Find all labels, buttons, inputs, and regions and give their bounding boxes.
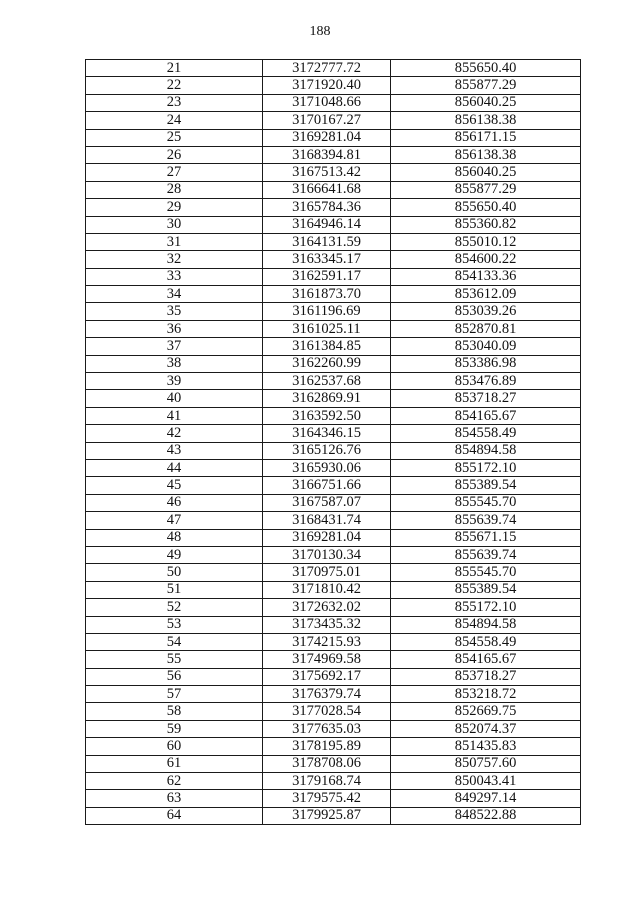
y-coordinate-cell: 853386.98 bbox=[391, 355, 581, 372]
point-number-cell: 36 bbox=[86, 320, 263, 337]
x-coordinate-cell: 3170167.27 bbox=[263, 112, 391, 129]
x-coordinate-cell: 3167513.42 bbox=[263, 164, 391, 181]
point-number-cell: 49 bbox=[86, 546, 263, 563]
point-number-cell: 46 bbox=[86, 494, 263, 511]
point-number-cell: 52 bbox=[86, 599, 263, 616]
point-number-cell: 27 bbox=[86, 164, 263, 181]
y-coordinate-cell: 856138.38 bbox=[391, 146, 581, 163]
x-coordinate-cell: 3179168.74 bbox=[263, 773, 391, 790]
point-number-cell: 56 bbox=[86, 668, 263, 685]
point-number-cell: 47 bbox=[86, 512, 263, 529]
table-row bbox=[86, 546, 581, 563]
point-number-cell: 43 bbox=[86, 442, 263, 459]
point-number-cell: 42 bbox=[86, 425, 263, 442]
x-coordinate-cell: 3172777.72 bbox=[263, 60, 391, 77]
table-row bbox=[86, 94, 581, 111]
point-number-cell: 39 bbox=[86, 373, 263, 390]
table-row bbox=[86, 599, 581, 616]
table-row bbox=[86, 199, 581, 216]
y-coordinate-cell: 854165.67 bbox=[391, 407, 581, 424]
y-coordinate-cell: 850757.60 bbox=[391, 755, 581, 772]
table-row bbox=[86, 303, 581, 320]
y-coordinate-cell: 854894.58 bbox=[391, 442, 581, 459]
point-number-cell: 58 bbox=[86, 703, 263, 720]
table-row bbox=[86, 407, 581, 424]
point-number-cell: 30 bbox=[86, 216, 263, 233]
table-row bbox=[86, 112, 581, 129]
table-row bbox=[86, 703, 581, 720]
x-coordinate-cell: 3177635.03 bbox=[263, 720, 391, 737]
y-coordinate-cell: 855360.82 bbox=[391, 216, 581, 233]
x-coordinate-cell: 3171048.66 bbox=[263, 94, 391, 111]
table-row bbox=[86, 512, 581, 529]
y-coordinate-cell: 853718.27 bbox=[391, 390, 581, 407]
point-number-cell: 23 bbox=[86, 94, 263, 111]
y-coordinate-cell: 856040.25 bbox=[391, 94, 581, 111]
x-coordinate-cell: 3178195.89 bbox=[263, 738, 391, 755]
table-row bbox=[86, 459, 581, 476]
table-row bbox=[86, 529, 581, 546]
x-coordinate-cell: 3171810.42 bbox=[263, 581, 391, 598]
point-number-cell: 38 bbox=[86, 355, 263, 372]
y-coordinate-cell: 852870.81 bbox=[391, 320, 581, 337]
x-coordinate-cell: 3169281.04 bbox=[263, 129, 391, 146]
x-coordinate-cell: 3170975.01 bbox=[263, 564, 391, 581]
table-row bbox=[86, 686, 581, 703]
table-row bbox=[86, 77, 581, 94]
point-number-cell: 31 bbox=[86, 233, 263, 250]
y-coordinate-cell: 855650.40 bbox=[391, 199, 581, 216]
y-coordinate-cell: 852669.75 bbox=[391, 703, 581, 720]
table-row bbox=[86, 581, 581, 598]
point-number-cell: 62 bbox=[86, 773, 263, 790]
x-coordinate-cell: 3164346.15 bbox=[263, 425, 391, 442]
x-coordinate-cell: 3165126.76 bbox=[263, 442, 391, 459]
table-row bbox=[86, 494, 581, 511]
table-row bbox=[86, 790, 581, 807]
y-coordinate-cell: 855650.40 bbox=[391, 60, 581, 77]
y-coordinate-cell: 851435.83 bbox=[391, 738, 581, 755]
table-row bbox=[86, 373, 581, 390]
y-coordinate-cell: 854165.67 bbox=[391, 651, 581, 668]
point-number-cell: 37 bbox=[86, 338, 263, 355]
table-row bbox=[86, 268, 581, 285]
table-row bbox=[86, 738, 581, 755]
y-coordinate-cell: 850043.41 bbox=[391, 773, 581, 790]
y-coordinate-cell: 855172.10 bbox=[391, 599, 581, 616]
x-coordinate-cell: 3179925.87 bbox=[263, 807, 391, 824]
y-coordinate-cell: 852074.37 bbox=[391, 720, 581, 737]
x-coordinate-cell: 3168394.81 bbox=[263, 146, 391, 163]
point-number-cell: 29 bbox=[86, 199, 263, 216]
table-row bbox=[86, 564, 581, 581]
x-coordinate-cell: 3164131.59 bbox=[263, 233, 391, 250]
point-number-cell: 44 bbox=[86, 459, 263, 476]
table-row bbox=[86, 216, 581, 233]
x-coordinate-cell: 3171920.40 bbox=[263, 77, 391, 94]
table-row bbox=[86, 129, 581, 146]
x-coordinate-cell: 3176379.74 bbox=[263, 686, 391, 703]
y-coordinate-cell: 854558.49 bbox=[391, 425, 581, 442]
y-coordinate-cell: 854558.49 bbox=[391, 633, 581, 650]
coordinates-table bbox=[85, 59, 581, 825]
page-number: 188 bbox=[309, 24, 331, 39]
x-coordinate-cell: 3161384.85 bbox=[263, 338, 391, 355]
point-number-cell: 55 bbox=[86, 651, 263, 668]
table-row bbox=[86, 60, 581, 77]
y-coordinate-cell: 854133.36 bbox=[391, 268, 581, 285]
y-coordinate-cell: 854894.58 bbox=[391, 616, 581, 633]
x-coordinate-cell: 3175692.17 bbox=[263, 668, 391, 685]
x-coordinate-cell: 3172632.02 bbox=[263, 599, 391, 616]
x-coordinate-cell: 3163592.50 bbox=[263, 407, 391, 424]
table-row bbox=[86, 773, 581, 790]
point-number-cell: 63 bbox=[86, 790, 263, 807]
x-coordinate-cell: 3162537.68 bbox=[263, 373, 391, 390]
point-number-cell: 40 bbox=[86, 390, 263, 407]
point-number-cell: 48 bbox=[86, 529, 263, 546]
x-coordinate-cell: 3165930.06 bbox=[263, 459, 391, 476]
x-coordinate-cell: 3178708.06 bbox=[263, 755, 391, 772]
table-row bbox=[86, 233, 581, 250]
table-row bbox=[86, 755, 581, 772]
y-coordinate-cell: 853718.27 bbox=[391, 668, 581, 685]
table-row bbox=[86, 616, 581, 633]
point-number-cell: 51 bbox=[86, 581, 263, 598]
y-coordinate-cell: 853040.09 bbox=[391, 338, 581, 355]
x-coordinate-cell: 3161025.11 bbox=[263, 320, 391, 337]
x-coordinate-cell: 3167587.07 bbox=[263, 494, 391, 511]
x-coordinate-cell: 3164946.14 bbox=[263, 216, 391, 233]
point-number-cell: 53 bbox=[86, 616, 263, 633]
table-row bbox=[86, 338, 581, 355]
point-number-cell: 61 bbox=[86, 755, 263, 772]
x-coordinate-cell: 3179575.42 bbox=[263, 790, 391, 807]
x-coordinate-cell: 3162591.17 bbox=[263, 268, 391, 285]
point-number-cell: 28 bbox=[86, 181, 263, 198]
x-coordinate-cell: 3170130.34 bbox=[263, 546, 391, 563]
x-coordinate-cell: 3163345.17 bbox=[263, 251, 391, 268]
point-number-cell: 22 bbox=[86, 77, 263, 94]
y-coordinate-cell: 855545.70 bbox=[391, 564, 581, 581]
table-row bbox=[86, 477, 581, 494]
point-number-cell: 34 bbox=[86, 286, 263, 303]
x-coordinate-cell: 3177028.54 bbox=[263, 703, 391, 720]
coordinates-table-body bbox=[86, 60, 581, 825]
point-number-cell: 26 bbox=[86, 146, 263, 163]
point-number-cell: 25 bbox=[86, 129, 263, 146]
point-number-cell: 32 bbox=[86, 251, 263, 268]
point-number-cell: 21 bbox=[86, 60, 263, 77]
point-number-cell: 50 bbox=[86, 564, 263, 581]
y-coordinate-cell: 855877.29 bbox=[391, 181, 581, 198]
point-number-cell: 54 bbox=[86, 633, 263, 650]
y-coordinate-cell: 855172.10 bbox=[391, 459, 581, 476]
y-coordinate-cell: 853218.72 bbox=[391, 686, 581, 703]
table-row bbox=[86, 251, 581, 268]
point-number-cell: 45 bbox=[86, 477, 263, 494]
table-row bbox=[86, 146, 581, 163]
y-coordinate-cell: 853612.09 bbox=[391, 286, 581, 303]
y-coordinate-cell: 855639.74 bbox=[391, 512, 581, 529]
table-row bbox=[86, 720, 581, 737]
y-coordinate-cell: 849297.14 bbox=[391, 790, 581, 807]
y-coordinate-cell: 853476.89 bbox=[391, 373, 581, 390]
point-number-cell: 59 bbox=[86, 720, 263, 737]
point-number-cell: 24 bbox=[86, 112, 263, 129]
point-number-cell: 64 bbox=[86, 807, 263, 824]
y-coordinate-cell: 853039.26 bbox=[391, 303, 581, 320]
y-coordinate-cell: 856171.15 bbox=[391, 129, 581, 146]
x-coordinate-cell: 3174969.58 bbox=[263, 651, 391, 668]
table-row bbox=[86, 390, 581, 407]
y-coordinate-cell: 854600.22 bbox=[391, 251, 581, 268]
table-row bbox=[86, 633, 581, 650]
x-coordinate-cell: 3161873.70 bbox=[263, 286, 391, 303]
table-row bbox=[86, 807, 581, 824]
y-coordinate-cell: 855389.54 bbox=[391, 477, 581, 494]
y-coordinate-cell: 855639.74 bbox=[391, 546, 581, 563]
x-coordinate-cell: 3165784.36 bbox=[263, 199, 391, 216]
y-coordinate-cell: 848522.88 bbox=[391, 807, 581, 824]
x-coordinate-cell: 3166751.66 bbox=[263, 477, 391, 494]
x-coordinate-cell: 3166641.68 bbox=[263, 181, 391, 198]
y-coordinate-cell: 855671.15 bbox=[391, 529, 581, 546]
x-coordinate-cell: 3162869.91 bbox=[263, 390, 391, 407]
table-row bbox=[86, 355, 581, 372]
x-coordinate-cell: 3161196.69 bbox=[263, 303, 391, 320]
y-coordinate-cell: 855389.54 bbox=[391, 581, 581, 598]
x-coordinate-cell: 3173435.32 bbox=[263, 616, 391, 633]
y-coordinate-cell: 856138.38 bbox=[391, 112, 581, 129]
x-coordinate-cell: 3174215.93 bbox=[263, 633, 391, 650]
x-coordinate-cell: 3168431.74 bbox=[263, 512, 391, 529]
table-row bbox=[86, 320, 581, 337]
table-row bbox=[86, 181, 581, 198]
point-number-cell: 33 bbox=[86, 268, 263, 285]
x-coordinate-cell: 3162260.99 bbox=[263, 355, 391, 372]
y-coordinate-cell: 855010.12 bbox=[391, 233, 581, 250]
table-row bbox=[86, 651, 581, 668]
table-row bbox=[86, 425, 581, 442]
point-number-cell: 60 bbox=[86, 738, 263, 755]
table-row bbox=[86, 286, 581, 303]
y-coordinate-cell: 855545.70 bbox=[391, 494, 581, 511]
table-row bbox=[86, 442, 581, 459]
point-number-cell: 57 bbox=[86, 686, 263, 703]
x-coordinate-cell: 3169281.04 bbox=[263, 529, 391, 546]
point-number-cell: 35 bbox=[86, 303, 263, 320]
y-coordinate-cell: 855877.29 bbox=[391, 77, 581, 94]
point-number-cell: 41 bbox=[86, 407, 263, 424]
table-row bbox=[86, 668, 581, 685]
y-coordinate-cell: 856040.25 bbox=[391, 164, 581, 181]
table-row bbox=[86, 164, 581, 181]
